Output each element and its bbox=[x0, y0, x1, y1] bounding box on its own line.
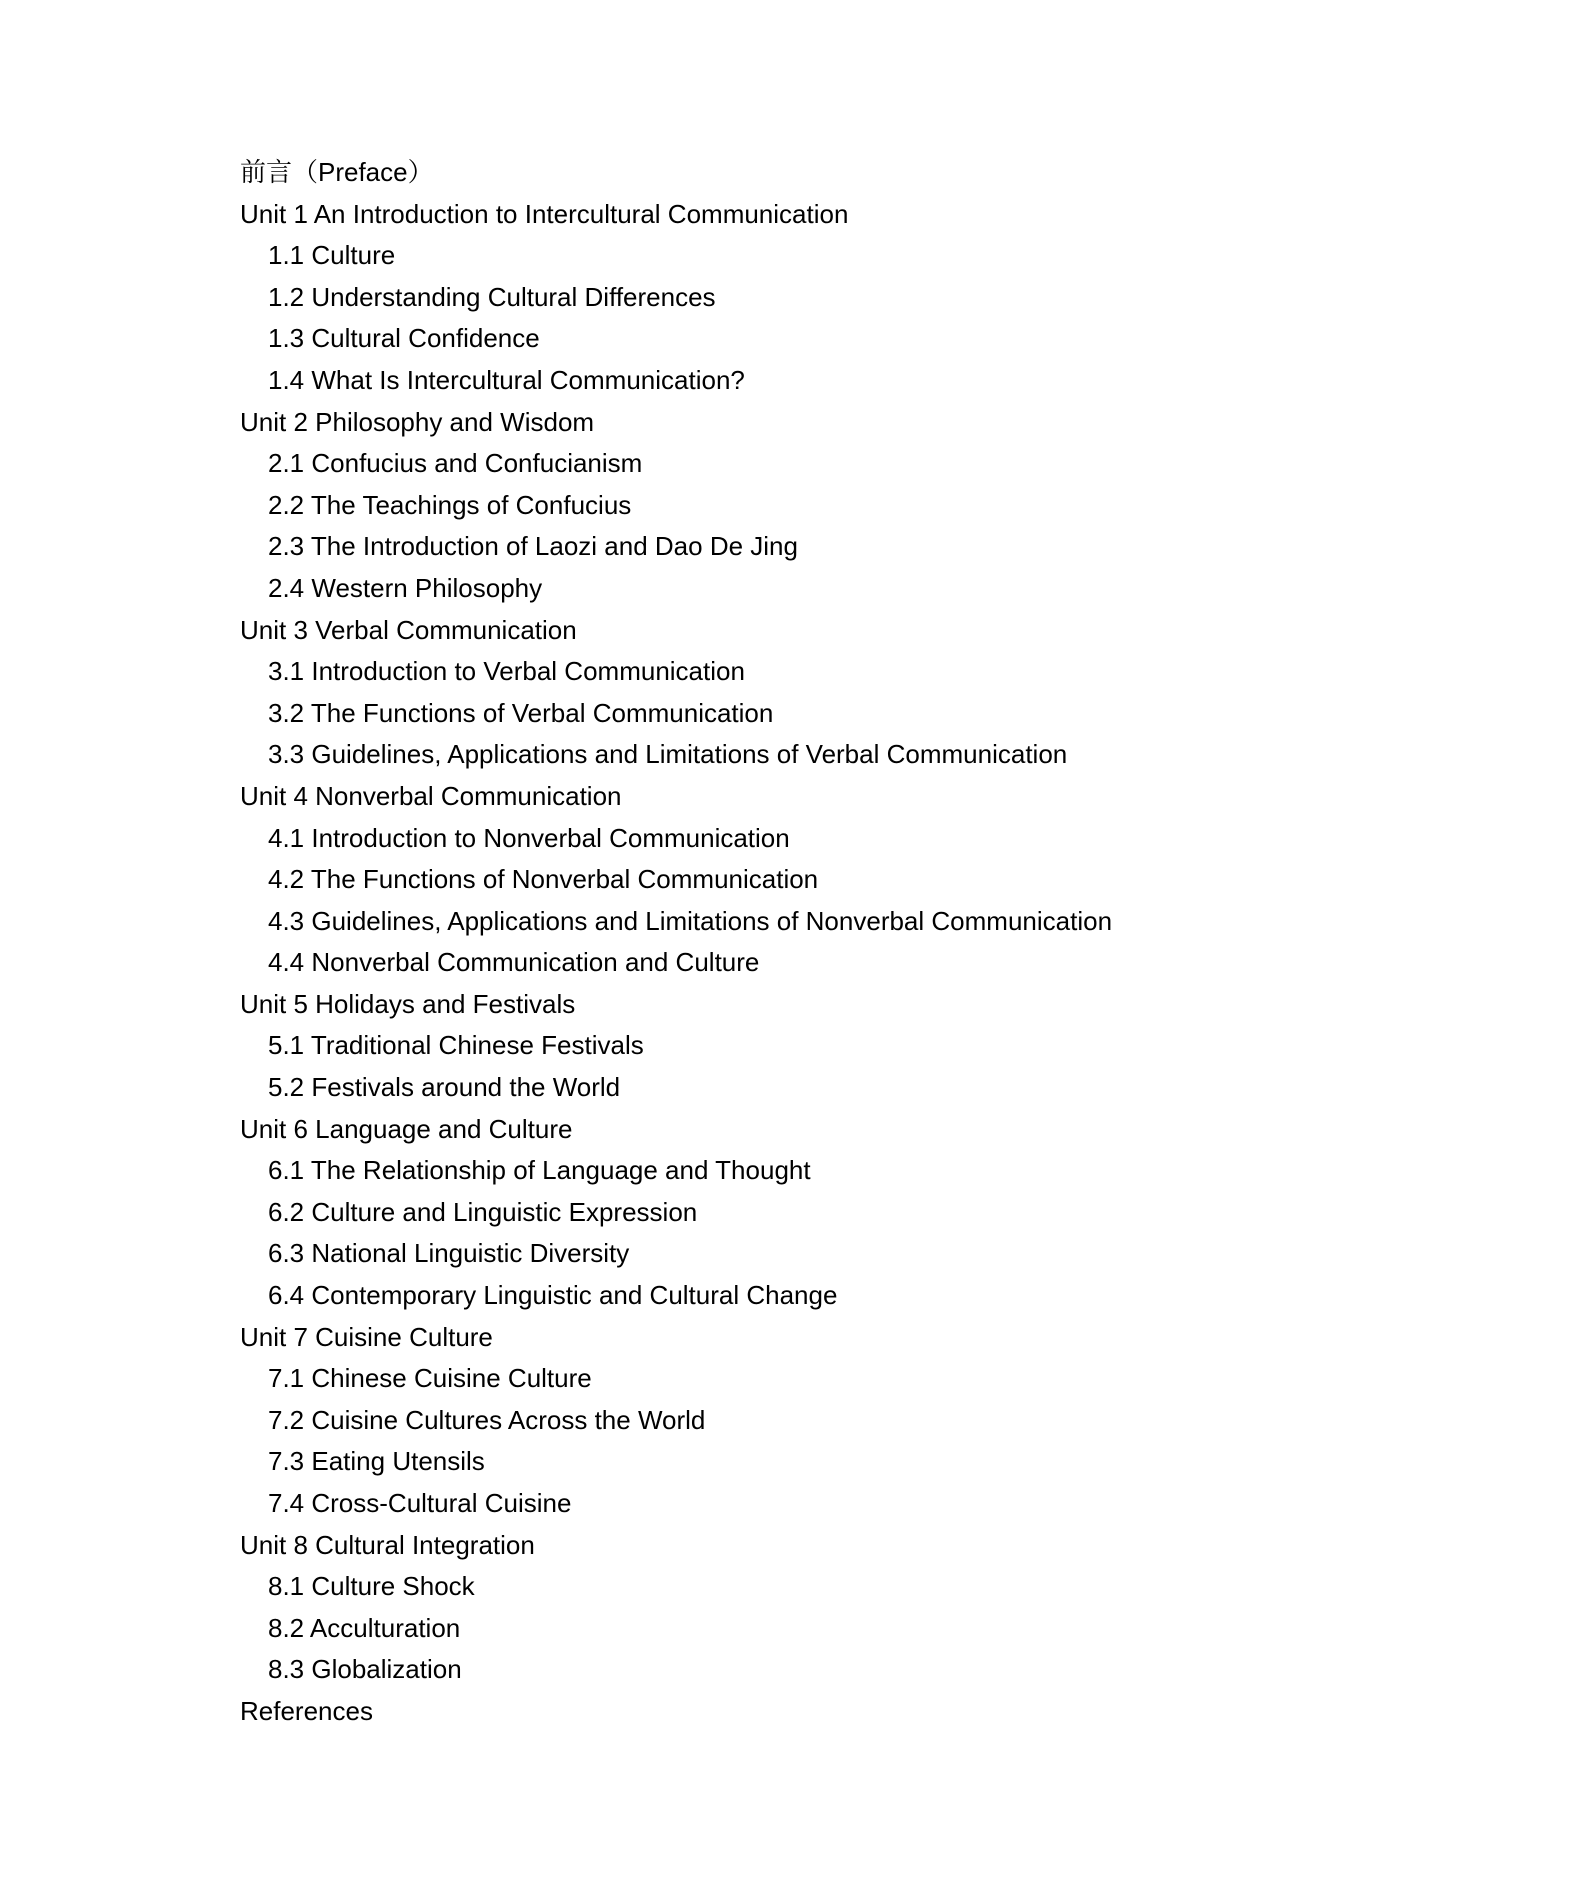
toc-heading: Unit 1 An Introduction to Intercultural Communication bbox=[240, 198, 849, 229]
toc-subheading: 8.2 Acculturation bbox=[268, 1612, 461, 1643]
toc-subheading: 8.1 Culture Shock bbox=[268, 1571, 475, 1602]
toc-subheading: 2.4 Western Philosophy bbox=[268, 572, 543, 603]
toc-subheading: 6.1 The Relationship of Language and Thought bbox=[268, 1155, 811, 1186]
toc-heading: 前言（Preface） bbox=[240, 157, 434, 187]
toc-subheading: 6.4 Contemporary Linguistic and Cultural Change bbox=[268, 1280, 838, 1311]
toc-subheading: 3.1 Introduction to Verbal Communication bbox=[268, 656, 745, 687]
toc-subheading: 7.3 Eating Utensils bbox=[268, 1446, 485, 1477]
toc-subheading: 5.2 Festivals around the World bbox=[268, 1072, 621, 1103]
toc-heading: Unit 3 Verbal Communication bbox=[240, 614, 577, 645]
toc-heading: Unit 8 Cultural Integration bbox=[240, 1529, 535, 1560]
toc-subheading: 4.4 Nonverbal Communication and Culture bbox=[268, 947, 760, 978]
toc-subheading: 4.1 Introduction to Nonverbal Communication bbox=[268, 822, 790, 853]
toc-subheading: 7.4 Cross-Cultural Cuisine bbox=[268, 1488, 572, 1518]
toc-subheading: 2.3 The Introduction of Laozi and Dao De Jing bbox=[268, 531, 798, 562]
toc-subheading: 6.2 Culture and Linguistic Expression bbox=[268, 1196, 698, 1227]
toc-heading: Unit 4 Nonverbal Communication bbox=[240, 780, 622, 811]
toc-heading: Unit 7 Cuisine Culture bbox=[240, 1321, 493, 1352]
toc-heading: Unit 2 Philosophy and Wisdom bbox=[240, 406, 595, 437]
toc-subheading: 4.3 Guidelines, Applications and Limitations of Nonverbal Communication bbox=[268, 905, 1113, 936]
toc-subheading: 1.1 Culture bbox=[268, 240, 396, 271]
toc-subheading: 5.1 Traditional Chinese Festivals bbox=[268, 1030, 644, 1061]
toc-subheading: 1.4 What Is Intercultural Communication? bbox=[268, 364, 745, 395]
table-of-contents bbox=[240, 152, 1112, 1733]
toc-subheading: 2.2 The Teachings of Confucius bbox=[268, 489, 632, 520]
toc-subheading: 3.3 Guidelines, Applications and Limitations of Verbal Communication bbox=[268, 739, 1068, 770]
toc-subheading: 1.3 Cultural Confidence bbox=[268, 323, 540, 354]
toc-subheading: 7.2 Cuisine Cultures Across the World bbox=[268, 1404, 706, 1435]
toc-subheading: 8.3 Globalization bbox=[268, 1654, 462, 1685]
toc-heading: References bbox=[240, 1695, 373, 1726]
toc-subheading: 2.1 Confucius and Confucianism bbox=[268, 448, 643, 479]
toc-heading: Unit 5 Holidays and Festivals bbox=[240, 988, 576, 1019]
toc-subheading: 1.2 Understanding Cultural Differences bbox=[268, 281, 716, 312]
toc-heading: Unit 6 Language and Culture bbox=[240, 1113, 573, 1144]
toc-subheading: 6.3 National Linguistic Diversity bbox=[268, 1238, 630, 1269]
toc-subheading: 4.2 The Functions of Nonverbal Communication bbox=[268, 864, 819, 895]
toc-subheading: 7.1 Chinese Cuisine Culture bbox=[268, 1363, 592, 1394]
toc-subheading: 3.2 The Functions of Verbal Communication bbox=[268, 697, 774, 728]
